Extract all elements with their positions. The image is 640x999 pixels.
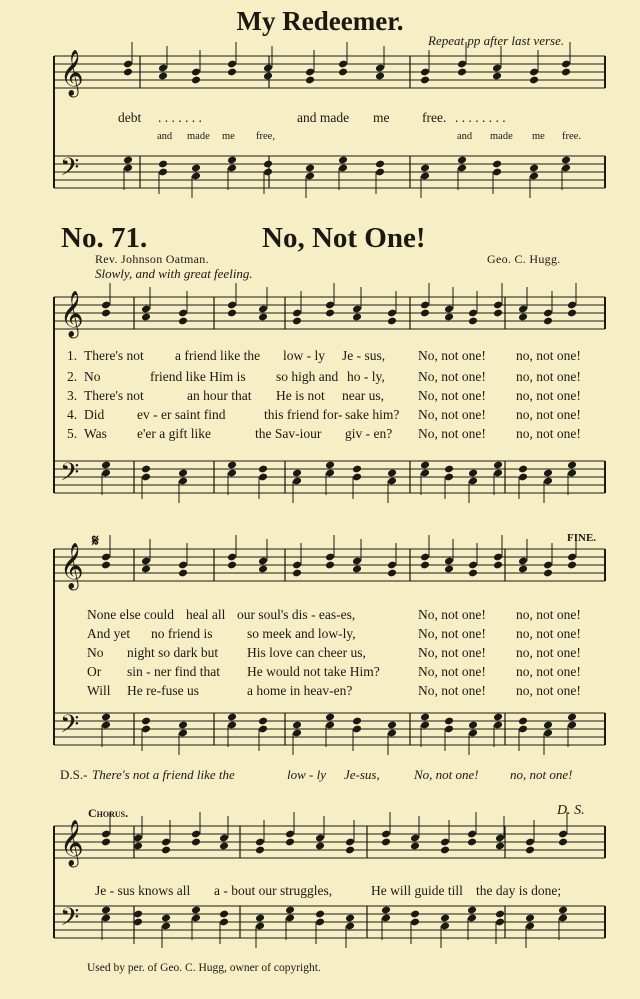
note-head (558, 906, 568, 915)
verse-refrain: no, not one! (516, 645, 581, 660)
note-head (375, 160, 385, 169)
note-head (178, 569, 188, 578)
verse-lyric: And yet (87, 626, 131, 641)
note-head (352, 465, 362, 474)
verse-refrain: No, not one! (418, 369, 486, 384)
note-head (444, 565, 454, 574)
note-head (345, 846, 355, 855)
note-head (178, 469, 188, 478)
note-head (492, 72, 502, 81)
ds-lyric: There's not a friend like the (92, 767, 235, 782)
note-head (440, 846, 450, 855)
verse-lyric: He is not (276, 388, 325, 403)
verse-refrain: no, not one! (516, 348, 581, 363)
chorus-label: Chorus. (88, 806, 129, 820)
verse-refrain: no, not one! (516, 626, 581, 641)
note-head (101, 713, 111, 722)
treble-clef-icon: 𝄞 (60, 50, 84, 96)
note-head (420, 561, 430, 570)
verse-lyric: a friend like the (175, 348, 261, 363)
note-head (468, 317, 478, 326)
note-head (315, 842, 325, 851)
note-head (101, 561, 111, 570)
note-head (161, 914, 171, 923)
verse-lyric: None else could (87, 607, 174, 622)
note-head (191, 164, 201, 173)
note-head (468, 469, 478, 478)
note-head (345, 914, 355, 923)
note-head (325, 713, 335, 722)
refrain-bass-word: me (532, 131, 545, 142)
note-head (227, 713, 237, 722)
verse-lyric: giv - en? (345, 426, 393, 441)
verse-lyric: No (84, 369, 101, 384)
note-head (161, 846, 171, 855)
verse-refrain: No, not one! (418, 607, 486, 622)
verse-refrain: no, not one! (516, 607, 581, 622)
note-head (567, 713, 577, 722)
note-head (352, 565, 362, 574)
refrain-lyric-dots: . . . . . . . . (455, 110, 506, 125)
verse-lyric: so high and (276, 369, 339, 384)
note-head (285, 906, 295, 915)
note-head (567, 309, 577, 318)
note-head (468, 721, 478, 730)
verse-lyric: heal all (186, 607, 226, 622)
note-head (493, 561, 503, 570)
note-head (525, 846, 535, 855)
verse-lyric: this friend for- (264, 407, 343, 422)
note-head (141, 717, 151, 726)
verse-refrain: No, not one! (418, 626, 486, 641)
note-head (101, 906, 111, 915)
note-head (305, 76, 315, 85)
note-head (518, 313, 528, 322)
note-head (178, 721, 188, 730)
note-head (387, 569, 397, 578)
note-head (493, 309, 503, 318)
note-head (227, 309, 237, 318)
note-head (467, 838, 477, 847)
verse-refrain: No, not one! (418, 645, 486, 660)
note-head (495, 910, 505, 919)
segno-sign: 𝄋 (92, 533, 99, 550)
note-head (561, 68, 571, 77)
chorus-lyric: the day is done; (476, 883, 562, 898)
verse-number: 4. (67, 407, 78, 422)
verse-lyric: near us, (342, 388, 384, 403)
verse-lyric: No (87, 645, 104, 660)
hymn-number: No. 71. (61, 222, 148, 254)
note-head (493, 713, 503, 722)
verse-refrain: No, not one! (418, 407, 486, 422)
verse-lyric: ho - ly, (347, 369, 385, 384)
note-head (123, 68, 133, 77)
note-head (338, 156, 348, 165)
ds-lyric: low - ly (287, 767, 326, 782)
note-head (444, 465, 454, 474)
refrain-lyric-word: debt (118, 110, 142, 125)
note-head (410, 910, 420, 919)
note-head (352, 717, 362, 726)
note-head (263, 160, 273, 169)
note-head (101, 838, 111, 847)
verse-number: 3. (67, 388, 78, 403)
note-head (387, 721, 397, 730)
note-head (493, 461, 503, 470)
verse-lyric: Was (84, 426, 107, 441)
verse-lyric: a home in heav-en? (247, 683, 353, 698)
note-head (387, 317, 397, 326)
note-head (387, 469, 397, 478)
ds-mark: D. S. (557, 803, 585, 818)
treble-clef-icon: 𝄞 (60, 291, 84, 337)
note-head (258, 717, 268, 726)
note-head (227, 461, 237, 470)
verse-refrain: No, not one! (418, 388, 486, 403)
verse-number: 1. (67, 348, 78, 363)
bass-clef-icon: 𝄢 (60, 153, 80, 188)
refrain-bass-word: and (457, 131, 473, 142)
tempo-marking: Slowly, and with great feeling. (95, 266, 253, 281)
note-head (178, 317, 188, 326)
refrain-bass-word: and (157, 131, 173, 142)
note-head (468, 569, 478, 578)
verse-lyric: There's not (84, 388, 144, 403)
ds-lyric: no, not one! (510, 767, 573, 782)
verse-refrain: No, not one! (418, 348, 486, 363)
chorus-lyric: He will guide till (371, 883, 463, 898)
note-head (567, 561, 577, 570)
note-head (525, 914, 535, 923)
note-head (444, 717, 454, 726)
note-head (529, 164, 539, 173)
note-head (325, 561, 335, 570)
note-head (518, 717, 528, 726)
note-head (292, 317, 302, 326)
note-head (381, 838, 391, 847)
note-head (285, 838, 295, 847)
note-head (325, 461, 335, 470)
verse-refrain: no, not one! (516, 426, 581, 441)
verse-lyric: so meek and low-ly, (247, 626, 356, 641)
note-head (440, 914, 450, 923)
author-credit: Rev. Johnson Oatman. (95, 252, 209, 266)
verse-lyric: an hour that (187, 388, 252, 403)
verse-lyric: He re-fuse us (127, 683, 199, 698)
refrain-bass-word: free. (562, 131, 581, 142)
note-head (529, 76, 539, 85)
note-head (255, 914, 265, 923)
note-head (123, 156, 133, 165)
note-head (444, 313, 454, 322)
note-head (518, 565, 528, 574)
bass-clef-icon: 𝄢 (60, 458, 80, 493)
refrain-lyric-word: free. (422, 110, 447, 125)
note-head (258, 465, 268, 474)
verse-lyric: low - ly (283, 348, 325, 363)
note-head (292, 721, 302, 730)
note-head (543, 317, 553, 326)
note-head (543, 569, 553, 578)
composer-credit: Geo. C. Hugg. (487, 252, 561, 266)
verse-refrain: no, not one! (516, 664, 581, 679)
treble-clef-icon: 𝄞 (60, 543, 84, 589)
note-head (263, 72, 273, 81)
chorus-lyric: Je - sus knows all (95, 883, 191, 898)
verse-lyric: sin - ner find that (127, 664, 220, 679)
note-head (141, 565, 151, 574)
note-head (227, 68, 237, 77)
hymn-title: No, Not One! (262, 222, 426, 254)
verse-number: 5. (67, 426, 78, 441)
verse-refrain: no, not one! (516, 683, 581, 698)
note-head (420, 76, 430, 85)
chorus-lyric: a - bout our struggles, (214, 883, 333, 898)
note-head (101, 461, 111, 470)
note-head (305, 164, 315, 173)
verse-lyric: e'er a gift like (137, 426, 212, 441)
refrain-bass-word: made (490, 131, 513, 142)
repeat-note: Repeat pp after last verse. (428, 33, 565, 48)
verse-lyric: friend like Him is (150, 369, 246, 384)
verse-refrain: No, not one! (418, 683, 486, 698)
note-head (191, 76, 201, 85)
note-head (325, 309, 335, 318)
verse-lyric: His love can cheer us, (247, 645, 366, 660)
verse-lyric: sake him? (345, 407, 400, 422)
note-head (543, 721, 553, 730)
verse-refrain: no, not one! (516, 407, 581, 422)
note-head (258, 565, 268, 574)
note-head (558, 838, 568, 847)
verse-lyric: no friend is (151, 626, 213, 641)
verse-lyric: our soul's dis - eas-es, (237, 607, 356, 622)
treble-clef-icon: 𝄞 (60, 820, 84, 866)
verse-lyric: Will (87, 683, 111, 698)
page-title: My Redeemer. (236, 6, 404, 36)
note-head (543, 469, 553, 478)
refrain-bass-word: made (187, 131, 210, 142)
note-head (420, 461, 430, 470)
note-head (420, 164, 430, 173)
note-head (457, 156, 467, 165)
note-head (158, 72, 168, 81)
note-head (518, 465, 528, 474)
verse-lyric: Or (87, 664, 102, 679)
verse-number: 2. (67, 369, 78, 384)
note-head (219, 910, 229, 919)
note-head (338, 68, 348, 77)
refrain-lyric-word: and made (297, 110, 350, 125)
verse-lyric: ev - er saint find (137, 407, 226, 422)
note-head (191, 838, 201, 847)
note-head (141, 313, 151, 322)
note-head (101, 309, 111, 318)
note-head (457, 68, 467, 77)
note-head (141, 465, 151, 474)
bass-clef-icon: 𝄢 (60, 710, 80, 745)
note-head (410, 842, 420, 851)
ds-lyric: Je-sus, (344, 767, 380, 782)
note-head (561, 156, 571, 165)
note-head (467, 906, 477, 915)
note-head (255, 846, 265, 855)
copyright-note: Used by per. of Geo. C. Hugg, owner of copyright. (87, 962, 321, 974)
note-head (227, 561, 237, 570)
ds-label: D.S.- (60, 767, 88, 782)
verse-refrain: No, not one! (418, 426, 486, 441)
note-head (315, 910, 325, 919)
note-head (495, 842, 505, 851)
ds-lyric: No, not one! (414, 767, 479, 782)
verse-lyric: Did (84, 407, 105, 422)
note-head (258, 313, 268, 322)
verse-lyric: There's not (84, 348, 144, 363)
note-head (219, 842, 229, 851)
verse-lyric: the Sav-iour (255, 426, 322, 441)
note-head (227, 156, 237, 165)
verse-refrain: no, not one! (516, 388, 581, 403)
refrain-bass-word: me (222, 131, 235, 142)
note-head (375, 72, 385, 81)
verse-lyric: Je - sus, (342, 348, 386, 363)
note-head (381, 906, 391, 915)
note-head (191, 906, 201, 915)
refrain-lyric-word: me (373, 110, 390, 125)
note-head (492, 160, 502, 169)
verse-refrain: No, not one! (418, 664, 486, 679)
note-head (292, 569, 302, 578)
note-head (352, 313, 362, 322)
verse-lyric: night so dark but (127, 645, 219, 660)
note-head (158, 160, 168, 169)
verse-lyric: He would not take Him? (247, 664, 380, 679)
note-head (420, 309, 430, 318)
refrain-bass-word: free, (256, 131, 275, 142)
refrain-lyric-dots: . . . . . . . (158, 110, 202, 125)
fine-mark: FINE. (567, 532, 597, 544)
note-head (292, 469, 302, 478)
verse-refrain: no, not one! (516, 369, 581, 384)
bass-clef-icon: 𝄢 (60, 903, 80, 938)
note-head (567, 461, 577, 470)
note-head (420, 713, 430, 722)
